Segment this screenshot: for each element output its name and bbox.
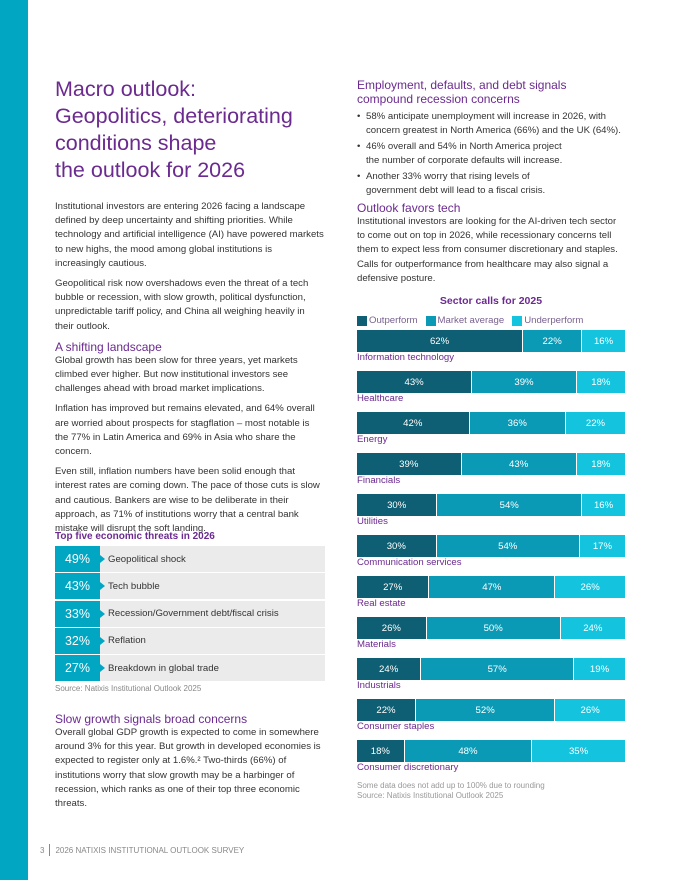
bar-row [357, 658, 625, 680]
bar-segment-underperform: 26% [555, 699, 625, 721]
employment-heading [357, 78, 625, 106]
threat-label: Reflation [100, 628, 325, 654]
sector-label: Industrials [357, 680, 401, 691]
footer-divider [49, 844, 50, 856]
employment-heading-line: compound recession concerns [357, 92, 520, 106]
threats-table [55, 531, 325, 693]
side-accent-bar [0, 0, 28, 880]
threat-percent: 32% [55, 628, 100, 654]
sector-label: Real estate [357, 598, 406, 609]
bar-row [357, 535, 625, 557]
bar-segment-market-average: 36% [470, 412, 566, 434]
bar-segment-underperform: 18% [577, 453, 625, 475]
title-line: conditions shape [55, 131, 217, 155]
sector-label: Consumer staples [357, 721, 435, 732]
chart-note: Some data does not add up to 100% due to rounding [357, 781, 545, 790]
slow-growth-section [55, 708, 325, 817]
bar-segment-underperform: 26% [555, 576, 625, 598]
bar-segment-market-average: 50% [427, 617, 561, 639]
bar-segment-outperform: 24% [357, 658, 421, 680]
tech-paragraph: Institutional investors are looking for the AI-driven tech sector to come out on top in 2026, while recessionary concerns tell them to expect less from consumer discretionary and staples. Calls for outperformance from healthcare may also signal a defensive posture. [357, 216, 618, 284]
bar-segment-underperform: 24% [561, 617, 625, 639]
bar-segment-market-average: 52% [416, 699, 555, 721]
footer-text: 2026 NATIXIS INSTITUTIONAL OUTLOOK SURVEY [55, 845, 245, 855]
sector-chart [357, 295, 625, 801]
bar-segment-outperform: 43% [357, 371, 472, 393]
threat-percent: 33% [55, 601, 100, 627]
bar-segment-market-average: 54% [437, 535, 580, 557]
shifting-paragraph: Even still, inflation numbers have been solid enough that interest rates are coming down. The pace of those cuts is slow and cautious. Bankers are wise to be deliberate in their approach, as 71% of institutions worry that a central bank mistake will disrupt the soft landing. [55, 466, 320, 535]
bar-segment-market-average: 57% [421, 658, 574, 680]
employment-heading-line: Employment, defaults, and debt signals [357, 78, 567, 92]
slow-growth-paragraph: Overall global GDP growth is expected to come in somewhere around 3% for this year. But growth in developed economies is expected to register only at 1.6%.² Two-thirds (66%) of institutions worry that slow growth may be a harbinger of recession, which ranks as one of their top three economic threats. [55, 727, 321, 810]
sector-label: Information technology [357, 352, 455, 363]
bar-row [357, 412, 625, 434]
legend-label: Outperform [369, 315, 418, 326]
page-title [55, 76, 325, 184]
bar-segment-market-average: 39% [472, 371, 577, 393]
title-line: Macro outlook: [55, 77, 197, 101]
bar-segment-outperform: 18% [357, 740, 405, 762]
bar-row [357, 699, 625, 721]
threat-row [55, 655, 325, 681]
bar-segment-underperform: 19% [574, 658, 625, 680]
bar-segment-outperform: 30% [357, 535, 437, 557]
sector-label: Financials [357, 475, 401, 486]
chart-source: Source: Natixis Institutional Outlook 2025 [357, 791, 504, 800]
bar-segment-underperform: 16% [582, 494, 625, 516]
sector-label: Utilities [357, 516, 388, 527]
bar-segment-underperform: 35% [532, 740, 625, 762]
threat-percent: 43% [55, 573, 100, 599]
bullet-line: • Another 33% worry that rising levels of [366, 171, 530, 182]
legend-label: Market average [437, 315, 505, 326]
chart-title: Sector calls for 2025 [439, 295, 543, 307]
bar-row [357, 330, 625, 352]
threats-title: Top five economic threats in 2026 [55, 531, 215, 542]
bar-segment-outperform: 26% [357, 617, 427, 639]
threat-label: Recession/Government debt/fiscal crisis [100, 601, 325, 627]
sector-label: Consumer discretionary [357, 762, 459, 773]
bullet-line: concern greatest in North America (66%) and the UK (64%). [366, 124, 621, 136]
bar-segment-outperform: 22% [357, 699, 416, 721]
threat-row [55, 546, 325, 572]
title-line: the outlook for 2026 [55, 158, 246, 182]
threat-label: Breakdown in global trade [100, 655, 325, 681]
bar-row [357, 453, 625, 475]
chart-legend [357, 315, 625, 326]
bar-segment-market-average: 47% [429, 576, 555, 598]
threat-percent: 27% [55, 655, 100, 681]
threat-row [55, 573, 325, 599]
bullet-line: • 46% overall and 54% in North America project [366, 141, 562, 152]
threat-row [55, 601, 325, 627]
employment-bullets [357, 110, 625, 197]
sector-label: Energy [357, 434, 388, 445]
legend-swatch [426, 316, 436, 326]
bullet-item [357, 140, 625, 167]
bar-row [357, 576, 625, 598]
legend-swatch [357, 316, 367, 326]
bar-segment-outperform: 62% [357, 330, 523, 352]
legend-item-outperform [357, 315, 418, 326]
bullet-item [357, 110, 625, 137]
right-column [357, 78, 625, 292]
bar-segment-outperform: 42% [357, 412, 470, 434]
bar-row [357, 740, 625, 762]
intro-paragraph: Geopolitical risk now overshadows even the threat of a tech bubble or recession, with slow growth, political dysfunction, unpredictable tariff policy, and China all weighing heavily in their outlook. [55, 278, 309, 332]
bar-segment-market-average: 48% [405, 740, 532, 762]
threat-label: Geopolitical shock [100, 546, 325, 572]
bar-segment-underperform: 22% [566, 412, 625, 434]
bar-segment-market-average: 22% [523, 330, 582, 352]
bar-segment-market-average: 43% [462, 453, 577, 475]
bullet-line: government debt will lead to a fiscal crisis. [366, 184, 546, 196]
page-number: 3 [40, 845, 45, 855]
bar-segment-underperform: 18% [577, 371, 625, 393]
bullet-line: the number of corporate defaults will increase. [366, 154, 563, 166]
left-column [55, 76, 325, 542]
shifting-landscape-heading: A shifting landscape [55, 339, 162, 354]
threats-source: Source: Natixis Institutional Outlook 2025 [55, 684, 202, 694]
legend-item-market [426, 315, 505, 326]
slow-growth-heading: Slow growth signals broad concerns [55, 712, 248, 726]
bar-row [357, 494, 625, 516]
shifting-paragraph: Inflation has improved but remains elevated, and 64% overall are worried about prospects for stagflation – most notable is the 77% in Latin America and 69% in Asia who share the concern. [55, 403, 315, 458]
bar-row [357, 617, 625, 639]
tech-heading: Outlook favors tech [357, 201, 461, 215]
bar-segment-market-average: 54% [437, 494, 582, 516]
threat-row [55, 628, 325, 654]
threat-label: Tech bubble [100, 573, 325, 599]
legend-swatch [512, 316, 522, 326]
bullet-line: • 58% anticipate unemployment will increase in 2026, with [366, 111, 606, 122]
bar-segment-outperform: 39% [357, 453, 462, 475]
page-footer [40, 844, 244, 856]
bar-segment-underperform: 17% [580, 535, 625, 557]
sector-label: Materials [357, 639, 396, 650]
legend-item-underperform [512, 315, 583, 326]
threat-percent: 49% [55, 546, 100, 572]
shifting-paragraph: Global growth has been slow for three years, yet markets climbed ever higher. But now institutional investors see challenges ahead with broad market implications. [55, 354, 298, 395]
title-line: Geopolitics, deteriorating [55, 104, 293, 128]
bar-segment-underperform: 16% [582, 330, 625, 352]
bar-segment-outperform: 27% [357, 576, 429, 598]
chart-bars [357, 330, 625, 781]
bar-row [357, 371, 625, 393]
sector-label: Healthcare [357, 393, 404, 404]
intro-paragraph: Institutional investors are entering 2026 facing a landscape defined by deep uncertainty and shifting priorities. While technology and artificial intelligence (AI) have powered markets to new highs, the mood among global institutions is increasingly cautious. [55, 201, 324, 269]
legend-label: Underperform [524, 315, 584, 326]
bar-segment-outperform: 30% [357, 494, 437, 516]
sector-label: Communication services [357, 557, 462, 568]
bullet-item [357, 170, 625, 197]
